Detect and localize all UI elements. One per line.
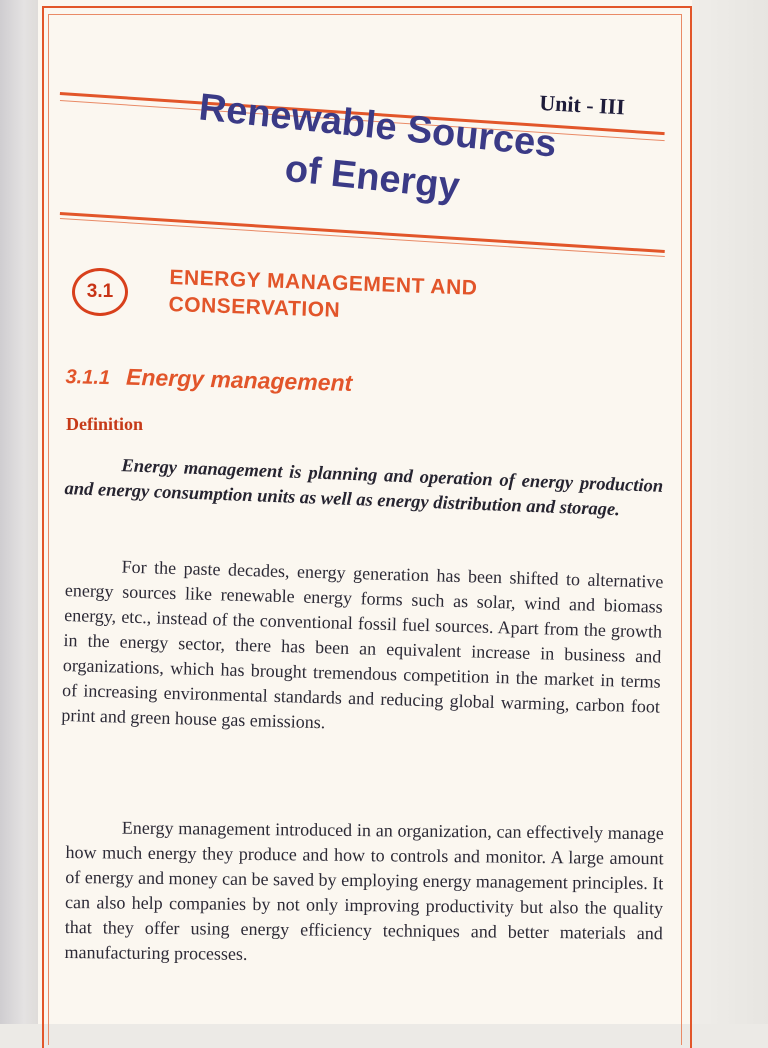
section-title-line1: ENERGY MANAGEMENT AND (169, 265, 478, 300)
body-paragraph-1 (61, 553, 664, 745)
subsection-title: Energy management (125, 363, 353, 396)
section-number-badge: 3.1 (72, 268, 128, 316)
unit-label: Unit - III (538, 90, 626, 120)
subsection-number: 3.1.1 (65, 365, 111, 390)
section-title-line2: CONSERVATION (168, 292, 341, 322)
paragraph-text: For the paste decades, energy generation has been shifted to alternative energy sources like renewable energy forms such as solar, wind and biomass energy, etc., instead of the conventional fossil fuel sources. Apart from the growth in the energy sector, there has been an equivalent increase in business and organizations, which has brought tremendous competition in the market in terms of increasing environmental standards and reducing global warming, carbon foot print and green house gas emissions. (61, 556, 664, 733)
definition-heading: Definition (66, 414, 144, 434)
chapter-title-line2: of Energy (282, 147, 462, 208)
page-gutter-shadow (0, 0, 40, 1024)
definition-paragraph: Energy management is planning and operation of energy production and energy consumption units as well as energy distribution and storage. (64, 456, 664, 521)
chapter-title-line1: Renewable Sources (196, 86, 559, 166)
body-paragraph-2 (64, 815, 664, 971)
paragraph-text: Energy management introduced in an organization, can effectively manage how much energy they produce and how to controls and monitor. A large amount of energy and money can be saved by employing energy management principles. It can also help companies by not only improving productivity but also the quality that they offer using energy efficiency techniques and better materials and manufacturing processes. (64, 817, 664, 964)
